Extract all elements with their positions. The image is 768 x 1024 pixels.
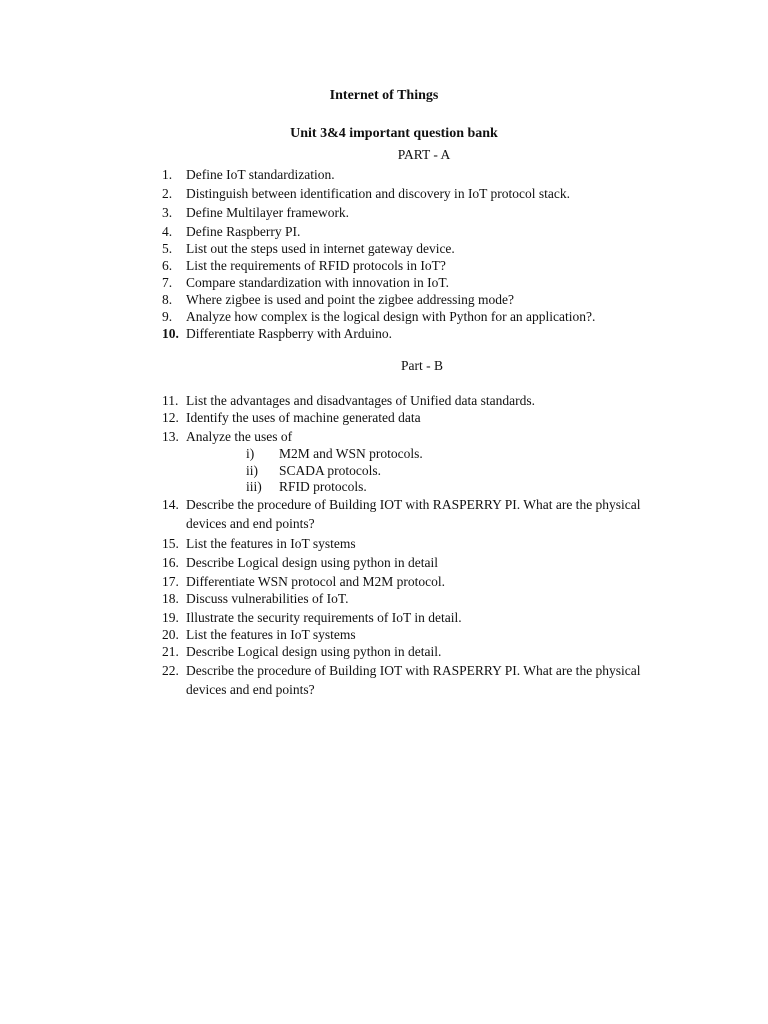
question-text: Describe Logical design using python in detail <box>186 555 438 570</box>
question-text: Describe the procedure of Building IOT with RASPERRY PI. What are the physical devices and end points? <box>186 497 641 531</box>
question-item <box>162 553 682 572</box>
question-number: 3. <box>162 205 173 220</box>
question-number: 19. <box>162 610 179 625</box>
question-number: 11. <box>162 393 179 408</box>
sub-item-text: M2M and WSN protocols. <box>279 446 423 461</box>
sub-item-number: iii) <box>246 479 262 494</box>
question-item <box>162 495 682 533</box>
question-text: Analyze the uses of <box>186 429 293 444</box>
question-item <box>162 203 682 222</box>
question-number: 20. <box>162 627 179 642</box>
question-text: Describe Logical design using python in detail. <box>186 644 442 659</box>
question-item <box>162 642 682 661</box>
question-text: Distinguish between identification and discovery in IoT protocol stack. <box>186 186 571 201</box>
question-number: 17. <box>162 574 179 589</box>
question-text: List the features in IoT systems <box>186 627 356 642</box>
question-text: Analyze how complex is the logical design with Python for an application?. <box>186 309 596 324</box>
question-number: 5. <box>162 241 173 256</box>
document-title: Internet of Things <box>329 88 439 103</box>
question-text: List out the steps used in internet gateway device. <box>186 241 455 256</box>
question-number: 16. <box>162 555 179 570</box>
question-text: List the features in IoT systems <box>186 536 356 551</box>
question-item <box>162 324 682 343</box>
question-number: 1. <box>162 167 173 182</box>
sub-item <box>246 462 381 479</box>
question-number: 18. <box>162 591 179 606</box>
question-number: 14. <box>162 497 179 512</box>
question-text: Define IoT standardization. <box>186 167 335 182</box>
question-number: 2. <box>162 186 173 201</box>
sub-item <box>246 445 423 462</box>
question-text: Illustrate the security requirements of IoT in detail. <box>186 610 462 625</box>
question-item <box>162 534 682 553</box>
question-text: Identify the uses of machine generated data <box>186 410 421 425</box>
question-item <box>162 184 682 203</box>
question-text: List the requirements of RFID protocols in IoT? <box>186 258 446 273</box>
sub-item-text: RFID protocols. <box>279 479 367 494</box>
question-number: 12. <box>162 410 179 425</box>
part-b-heading: Part - B <box>401 358 443 373</box>
question-text: Compare standardization with innovation in IoT. <box>186 275 449 290</box>
sub-item <box>246 478 367 495</box>
part-a-heading: PART - A <box>397 147 451 162</box>
document-subtitle: Unit 3&4 important question bank <box>290 126 498 141</box>
question-text: Differentiate WSN protocol and M2M protocol. <box>186 574 445 589</box>
sub-item-number: ii) <box>246 463 258 478</box>
question-number: 9. <box>162 309 173 324</box>
question-number: 15. <box>162 536 179 551</box>
question-item <box>162 589 682 608</box>
sub-item-number: i) <box>246 446 255 461</box>
question-number: 6. <box>162 258 173 273</box>
question-number: 7. <box>162 275 173 290</box>
sub-item-text: SCADA protocols. <box>279 463 382 478</box>
question-text: Discuss vulnerabilities of IoT. <box>186 591 349 606</box>
question-text: Differentiate Raspberry with Arduino. <box>186 326 392 341</box>
question-item <box>162 661 682 699</box>
question-item <box>162 408 682 427</box>
question-number: 8. <box>162 292 173 307</box>
question-text: Where zigbee is used and point the zigbee addressing mode? <box>186 292 515 307</box>
question-number: 4. <box>162 224 173 239</box>
question-number: 22. <box>162 663 179 678</box>
question-text: Describe the procedure of Building IOT with RASPERRY PI. What are the physical devices and end points? <box>186 663 641 697</box>
question-number: 13. <box>162 429 179 444</box>
question-item <box>162 165 682 184</box>
question-text: Define Multilayer framework. <box>186 205 350 220</box>
question-text: Define Raspberry PI. <box>186 224 301 239</box>
question-number: 21. <box>162 644 179 659</box>
question-text: List the advantages and disadvantages of Unified data standards. <box>186 393 536 408</box>
question-number: 10. <box>162 326 179 341</box>
question-item <box>162 427 682 446</box>
